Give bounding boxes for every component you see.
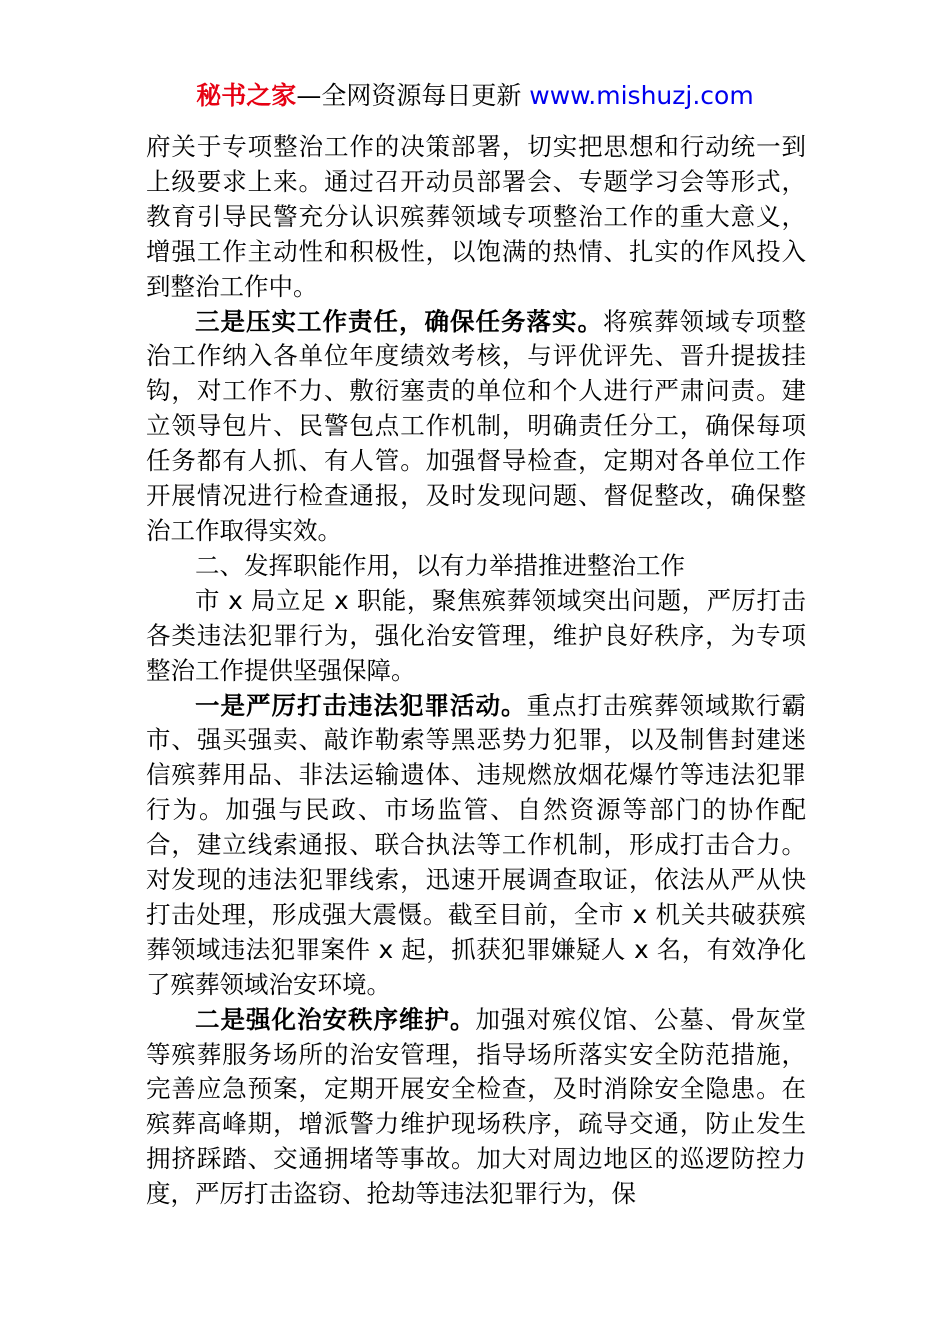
section-heading [146,549,806,584]
paragraph-text: 市 x 局立足 x 职能，聚焦殡葬领域突出问题，严厉打击各类违法犯罪行为，强化治安管理，维护良好秩序，为专项整治工作提供坚强保障。 [146,585,806,685]
paragraph-text: 加强对殡仪馆、公墓、骨灰堂等殡葬服务场所的治安管理，指导场所落实安全防范措施，完善应急预案，定期开展安全检查，及时消除安全隐患。在殡葬高峰期，增派警力维护现场秩序，疏导交通，防止发生拥挤踩踏、交通拥堵等事故。加大对周边地区的巡逻防控力度，严厉打击盗窃、抢劫等违法犯罪行为，保 [146,1004,806,1209]
paragraph-crackdown [146,689,806,1003]
document-body [146,130,806,1212]
site-link[interactable]: www.mishuzj.com [529,81,754,110]
paragraph-lead-bold: 二是强化治安秩序维护。 [195,1004,476,1034]
site-header [0,78,950,114]
section-heading-text: 二、发挥职能作用，以有力举措推进整治工作 [195,550,685,580]
paragraph-text: 重点打击殡葬领域欺行霸市、强买强卖、敲诈勒索等黑恶势力犯罪，以及制售封建迷信殡葬用品、非法运输遗体、违规燃放烟花爆竹等违法犯罪行为。加强与民政、市场监管、自然资源等部门的协作配合，建立线索通报、联合执法等工作机制，形成打击合力。对发现的违法犯罪线索，迅速开展调查取证，依法从严从快打击处理，形成强大震慑。截至目前，全市 x 机关共破获殡葬领域违法犯罪案件 x 起，抓获犯罪嫌疑人 x 名，有效净化了殡葬领域治安环境。 [146,690,806,999]
paragraph-lead-bold: 三是压实工作责任，确保任务落实。 [195,306,603,336]
paragraph-text: 府关于专项整治工作的决策部署，切实把思想和行动统一到上级要求上来。通过召开动员部署会、专题学习会等形式，教育引导民警充分认识殡葬领域专项整治工作的重大意义，增强工作主动性和积极性，以饱满的热情、扎实的作风投入到整治工作中。 [146,132,806,301]
paragraph-intro [146,584,806,689]
header-tagline: —全网资源每日更新 [296,81,530,110]
paragraph-lead-bold: 一是严厉打击违法犯罪活动。 [195,690,527,720]
paragraph-order [146,1003,806,1212]
brand-name: 秘书之家 [196,81,297,110]
paragraph-text: 将殡葬领域专项整治工作纳入各单位年度绩效考核，与评优评先、晋升提拔挂钩，对工作不力、敷衍塞责的单位和个人进行严肃问责。建立领导包片、民警包点工作机制，明确责任分工，确保每项任务都有人抓、有人管。加强督导检查，定期对各单位工作开展情况进行检查通报，及时发现问题、督促整改，确保整治工作取得实效。 [146,306,806,545]
paragraph-responsibility [146,305,806,549]
paragraph-continuation [146,130,806,305]
